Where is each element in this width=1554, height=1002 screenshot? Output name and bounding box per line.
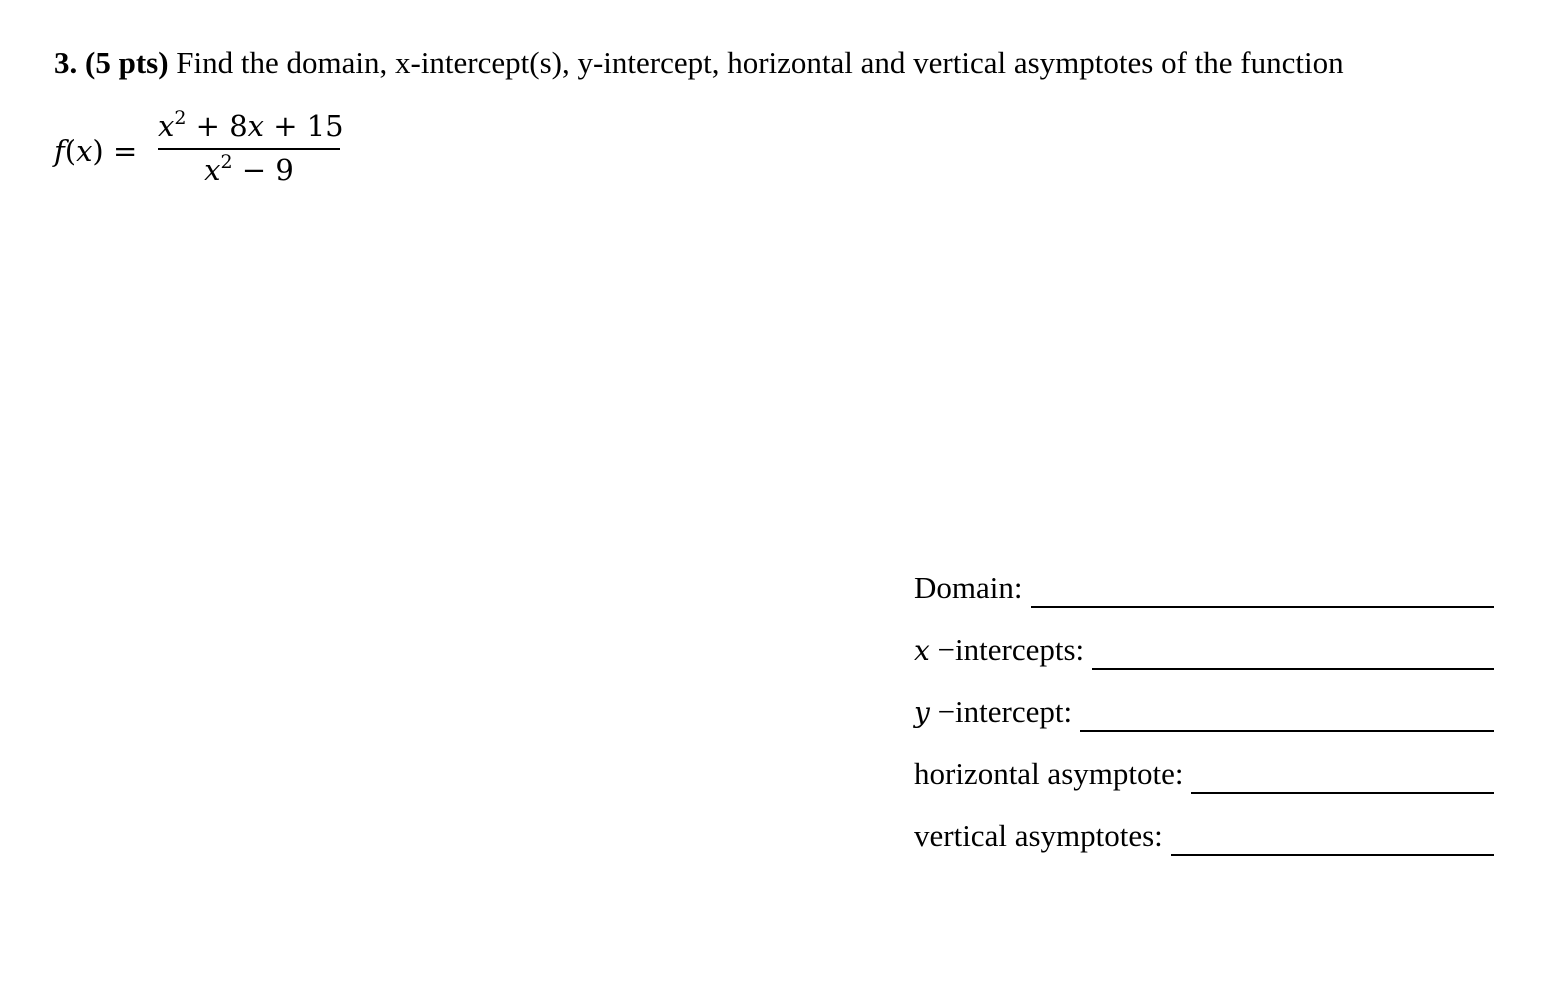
question-text	[54, 44, 1344, 82]
answer-row-horizontal-asymptote	[914, 756, 1494, 794]
formula-lhs	[54, 134, 137, 168]
answer-blank-x-intercepts[interactable]	[1092, 638, 1494, 670]
answer-label-horizontal-asymptote: horizontal asymptote:	[914, 756, 1184, 791]
answer-row-y-intercept	[914, 694, 1494, 732]
numerator-exponent: 2	[174, 107, 187, 129]
question-number: 3.	[54, 45, 78, 80]
question-points: (5 pts)	[85, 45, 169, 80]
answer-label-y-intercept: y −intercept:	[914, 694, 1073, 729]
answer-row-vertical-asymptotes	[914, 818, 1494, 856]
question-prompt: Find the domain, x-intercept(s), y-intercept, horizontal and vertical asymptotes of the function	[176, 45, 1344, 80]
lhs-open-paren: (	[64, 134, 77, 168]
answer-blank-vertical-asymptotes[interactable]	[1171, 824, 1494, 856]
answer-section	[914, 570, 1494, 880]
denominator	[158, 150, 340, 190]
numerator	[158, 106, 344, 146]
fraction	[158, 106, 344, 190]
equals-sign: =	[112, 134, 138, 168]
answer-blank-horizontal-asymptote[interactable]	[1191, 762, 1494, 794]
answer-label-vertical-asymptotes: vertical asymptotes:	[914, 818, 1163, 853]
function-name: f	[54, 134, 65, 168]
denominator-base: x	[204, 153, 221, 187]
numerator-base: x	[158, 109, 175, 143]
numerator-middle: + 8	[195, 109, 248, 143]
denominator-rest: − 9	[241, 153, 294, 187]
answer-label-domain: Domain:	[914, 570, 1023, 605]
answer-label-x-intercepts: x −intercepts:	[914, 632, 1085, 667]
denominator-exponent: 2	[220, 151, 233, 173]
answer-blank-y-intercept[interactable]	[1080, 700, 1494, 732]
lhs-close-paren: )	[92, 134, 104, 168]
lhs-variable: x	[76, 134, 93, 168]
numerator-tail: + 15	[273, 109, 344, 143]
answer-blank-domain[interactable]	[1031, 576, 1495, 608]
numerator-var: x	[247, 109, 264, 143]
answer-row-domain	[914, 570, 1494, 608]
answer-row-x-intercepts	[914, 632, 1494, 670]
